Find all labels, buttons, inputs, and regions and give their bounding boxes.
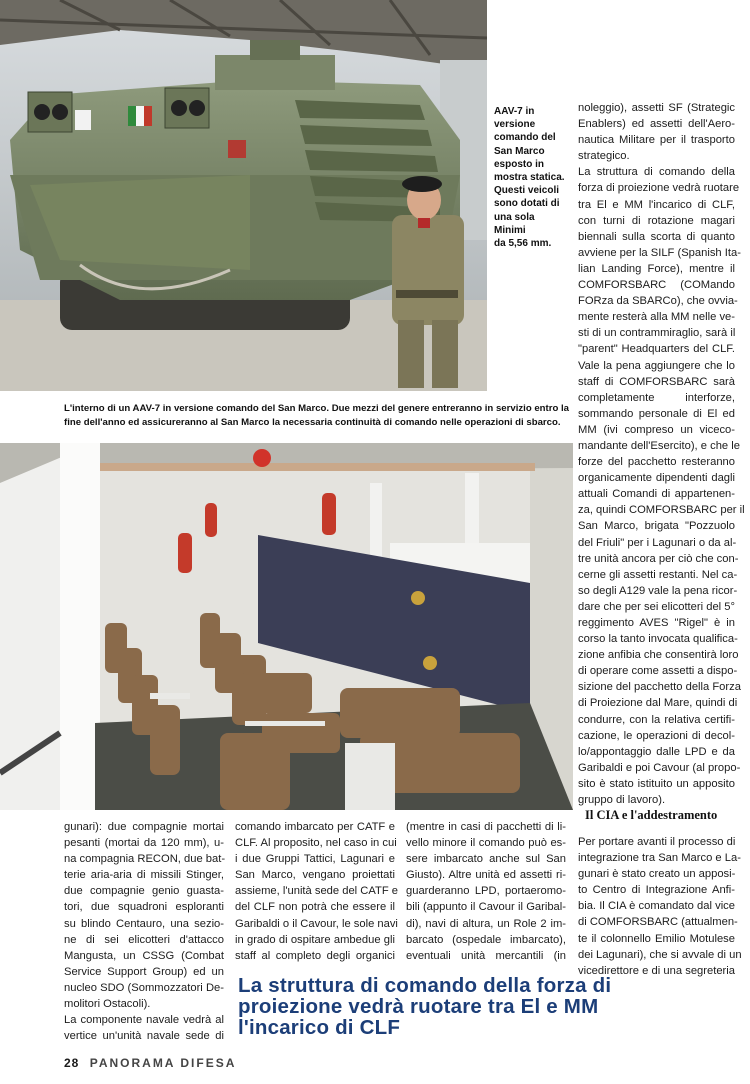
caption-line: comando del [494, 132, 556, 144]
text-line: CLF. Al proposito, nel caso in cui [235, 837, 397, 850]
text-line: ne di sei elicotteri d'attacco [64, 933, 224, 946]
text-line: lian Landing Force), mentre il [578, 262, 735, 275]
text-line: staff di COMFORSBARC sarà [578, 375, 735, 388]
caption-line: Minimi [494, 224, 526, 236]
text-line: Giusto). Altre unità ed assetti ri- [406, 869, 566, 882]
text-line: Per portare avanti il processo di [578, 836, 736, 848]
text-line: sommando personale di El ed [578, 407, 735, 420]
text-line: integrazione tra San Marco e La- [578, 852, 741, 865]
text-line: comando imbarcato per CATF e [235, 821, 395, 833]
text-line: gruppo di lavoro). [578, 794, 666, 807]
photo-aav7-exterior [0, 0, 487, 391]
pull-quote-line: l'incarico di CLF [238, 1016, 401, 1039]
text-line: Enablers) ed assetti dell'Aero- [578, 118, 735, 131]
text-line: bia. Il CIA è comandato dal vice [578, 900, 735, 913]
text-line: del Friuli" per i Lagunari o da al- [578, 536, 737, 549]
text-line: i due Gruppi Tattici, Lagunari e [235, 853, 395, 866]
text-line: tori, due squadroni esploranti [64, 901, 224, 914]
text-line: (mentre in casi di pacchetti di li- [406, 821, 566, 833]
text-line: na compagnia RECON, due bat- [64, 853, 226, 866]
text-line: FORza da SBARCo), che ovvia- [578, 295, 738, 308]
caption-line: AAV-7 in [494, 106, 535, 117]
text-line: lo/appontaggio dalle LPD e da [578, 745, 735, 758]
text-line: con turni di rotazione magari [578, 214, 735, 227]
text-line: pesanti (mortai da 120 mm), u- [64, 837, 224, 850]
article-column-3 [406, 819, 566, 964]
text-line: staff al completo degli organici [235, 949, 395, 962]
caption-line: esposto in [494, 158, 545, 170]
caption-line: Questi veicoli [494, 185, 560, 197]
page-number: 28 [64, 1056, 80, 1070]
text-line: nucleo SDO (Sommozzatori De- [64, 981, 224, 994]
caption-line: fine dell'anno ed assicureranno al San Marco la necessaria continuità di comando nelle operazioni di sbarco. [64, 417, 561, 429]
text-line: vello minore il comando può es- [406, 837, 566, 850]
text-line: mandante dell'Esercito), e che le [578, 439, 740, 452]
text-line: Vale la pena aggiungere che lo [578, 359, 735, 372]
text-line: organicamente dipendenti dagli [578, 472, 735, 485]
text-line: vicedirettore e di una segreteria [578, 964, 735, 977]
caption-line: mostra statica. [494, 172, 565, 184]
article-column-2 [235, 819, 398, 964]
text-line: attuali Comandi di appartenen- [578, 488, 735, 501]
magazine-name: PANORAMA DIFESA [89, 1056, 237, 1070]
text-line: vertice un'unità navale sede di [64, 1030, 224, 1043]
aav7-exterior-illustration [0, 0, 487, 391]
text-line: forze del pacchetto resteranno [578, 456, 735, 469]
text-line: biennali sulla scorta di quanto [578, 230, 735, 243]
text-line: avviene per la SILF (Spanish Ita- [578, 246, 741, 259]
text-line: due compagnie genio guasta- [64, 885, 224, 898]
text-line: strategico. [578, 150, 630, 163]
text-line: za, quindi COMFORSBARC per il [578, 504, 745, 517]
text-line: zione anfibia che consentirà loro [578, 649, 739, 662]
section-subheading: Il CIA e l'addestramento [585, 808, 718, 822]
text-line: Mangusta, un CSSG (Combat [64, 949, 224, 962]
text-line: tra El e MM l'incarico di CLF, [578, 198, 735, 211]
text-line: forza di proiezione vedrà ruotare [578, 182, 740, 195]
text-line: te il colonnello Emilio Motulese [578, 932, 735, 945]
caption-line: da 5,56 mm. [494, 238, 552, 250]
text-line: COMFORSBARC (COMando [578, 279, 735, 292]
text-line: sti di un contrammiraglio, sarà il [578, 327, 736, 340]
text-line: San Marco, brigata "Pozzuolo [578, 520, 735, 533]
photo-aav7-interior [0, 443, 573, 810]
text-line: Service Support Group) ed un [64, 965, 224, 978]
pull-quote [238, 975, 738, 1038]
page-footer [64, 1056, 236, 1070]
text-line: MM (ivi compreso un viceco- [578, 423, 735, 436]
text-line: di Proiezione dal Mare, quindi di [578, 697, 738, 710]
text-line: gunari): due compagnie mortai [64, 821, 224, 833]
caption-line: L'interno di un AAV-7 in versione comando del San Marco. Due mezzi del genere entreranno in servizio entro la [64, 403, 569, 414]
article-column-4 [578, 834, 742, 979]
text-line: barcato (ospedale imbarcato), [406, 933, 566, 946]
text-line: del CLF non potrà che essere il [235, 901, 395, 914]
text-line: dare che per sei elicotteri del 5° [578, 600, 735, 613]
text-line: sizione del pacchetto della Forza [578, 681, 741, 694]
pull-quote-line: proiezione vedrà ruotare tra El e MM [238, 995, 599, 1018]
text-line: gunari è stato creato un apposi- [578, 868, 736, 881]
text-line: guarderanno LPD, portaeromo- [406, 885, 566, 898]
text-line: sito è stato istituito un apposito [578, 777, 735, 790]
article-column-1 [64, 819, 224, 1044]
text-line: Garibaldi e poi Cavour (al propo- [578, 761, 741, 774]
text-line: di COMFORSBARC (attualmen- [578, 916, 738, 929]
aav7-interior-illustration [0, 443, 573, 810]
text-line: di), navi di altura, un Role 2 im- [406, 917, 566, 930]
text-line: La struttura di comando della [578, 166, 735, 179]
text-line: corso la tanto invocata qualifica- [578, 633, 738, 646]
text-line: molitori Ostacoli). [64, 998, 151, 1011]
text-line: bili (appunto il Cavour il Garibal- [406, 901, 566, 914]
text-line: reggimento AVES "Rigel" è in [578, 617, 735, 629]
text-line: cerne gli assetti restanti. Nel ca- [578, 568, 738, 581]
text-line: cazione, le operazioni di decol- [578, 729, 735, 742]
text-line: San Marco, vengano proiettati [235, 869, 395, 882]
text-line: "parent" Headquarters del CLF. [578, 343, 735, 356]
text-line: sere imbarcato anche sul San [406, 853, 566, 866]
pull-quote-line: La struttura di comando della forza di [238, 974, 612, 997]
photo-caption-interior [64, 402, 569, 430]
text-line: Garibaldi o il Cavour, le sole navi [235, 917, 398, 930]
photo-caption-side [494, 105, 572, 250]
text-line: tre unità ancora per ciò che con- [578, 552, 739, 565]
text-line: condurre, con la relativa certifi- [578, 713, 735, 726]
text-line: dei Lagunari), che si avvale di un [578, 948, 742, 961]
text-line: terie aria-aria di missili Stinger, [64, 869, 224, 882]
text-line: La componente navale vedrà al [64, 1014, 224, 1027]
caption-line: San Marco [494, 145, 545, 157]
text-line: in grado di ospitare ambedue gli [235, 933, 395, 946]
caption-line: una sola [494, 211, 535, 223]
text-line: completamente interforze, [578, 391, 735, 404]
caption-line: sono dotati di [494, 198, 560, 210]
text-line: mente resterà alla MM nelle ve- [578, 311, 735, 324]
text-line: so degli A129 vale la pena ricor- [578, 584, 738, 597]
text-line: eventuali unità mercantili (in [406, 949, 566, 962]
article-column-right [578, 100, 745, 808]
text-line: di operare come assetti a dispo- [578, 665, 738, 678]
text-line: assieme, l'unità sede del CATF e [235, 885, 398, 898]
caption-line: versione [494, 119, 536, 131]
text-line: nautica Militare per il trasporto [578, 134, 735, 147]
text-line: to Centro di Integrazione Anfi- [578, 884, 735, 897]
text-line: su blindo Centauro, una sezio- [64, 917, 224, 930]
text-line: noleggio), assetti SF (Strategic [578, 102, 735, 114]
